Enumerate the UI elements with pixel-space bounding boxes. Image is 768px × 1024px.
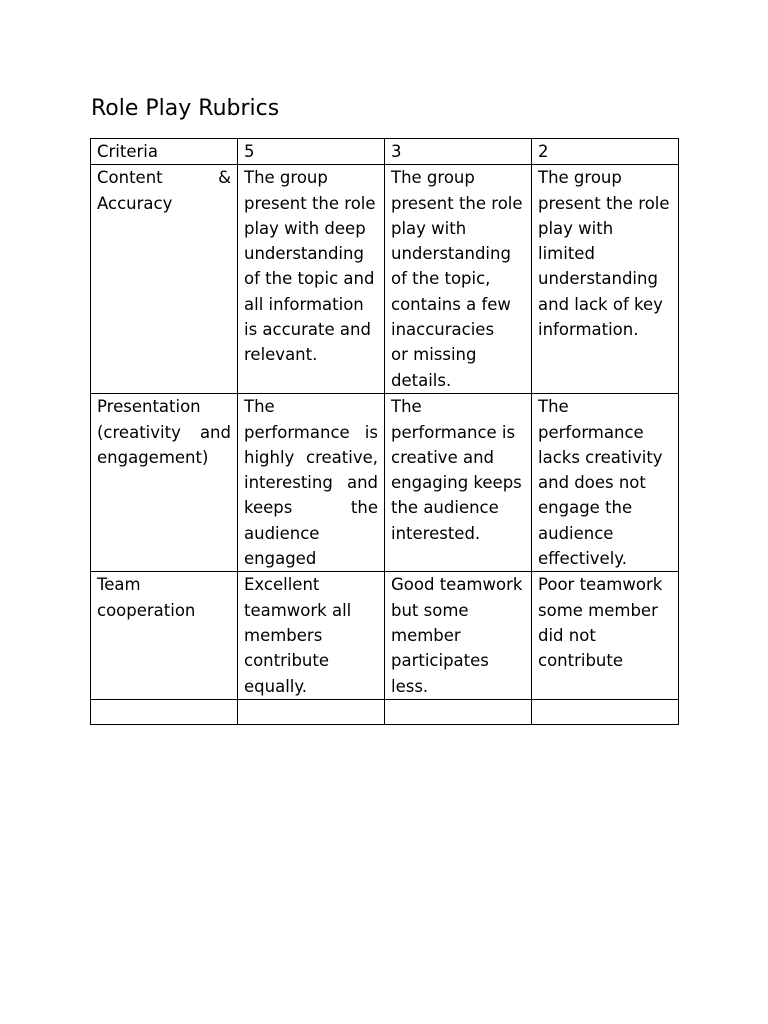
score-2-cell [532, 699, 679, 724]
header-score-2: 2 [532, 139, 679, 165]
criteria-cell [91, 699, 238, 724]
score-5-text: Excellent teamwork all members contribute equally. [244, 575, 352, 696]
score-3-cell [385, 699, 532, 724]
score-3-text: The performance is creative and engaging keeps the audience interested. [391, 397, 522, 543]
table-header-row [91, 139, 679, 165]
document-title: Role Play Rubrics [91, 96, 280, 121]
score-2-cell [532, 572, 679, 699]
criteria-text: Presentation (creativity and engagement) [97, 397, 231, 467]
header-score-3: 3 [385, 139, 532, 165]
score-3-cell [385, 394, 532, 572]
criteria-cell [91, 165, 238, 394]
table-row-presentation [91, 394, 679, 572]
header-score-5: 5 [238, 139, 385, 165]
criteria-text: Team cooperation [97, 575, 196, 620]
score-5-cell [238, 699, 385, 724]
score-5-text: The performance is highly creative, interesting and keeps the audience engaged [244, 397, 378, 569]
criteria-cell [91, 572, 238, 699]
table-row-empty [91, 699, 679, 724]
score-3-cell [385, 572, 532, 699]
criteria-text: Content & Accuracy [97, 168, 231, 213]
score-5-cell [238, 394, 385, 572]
score-5-cell [238, 165, 385, 394]
header-criteria: Criteria [91, 139, 238, 165]
score-2-text: Poor teamwork some member did not contribute [538, 575, 663, 671]
score-5-cell [238, 572, 385, 699]
table-row-team-cooperation [91, 572, 679, 699]
table-row-content-accuracy [91, 165, 679, 394]
score-5-text: The group present the role play with deep understanding of the topic and all information is accurate and relevant. [244, 168, 376, 365]
criteria-cell [91, 394, 238, 572]
score-2-cell [532, 394, 679, 572]
rubric-table [90, 138, 679, 725]
score-3-text: Good teamwork but some member participates less. [391, 575, 523, 696]
score-2-text: The performance lacks creativity and does not engage the audience effectively. [538, 397, 663, 569]
score-2-text: The group present the role play with limited understanding and lack of key information. [538, 168, 670, 340]
score-3-text: The group present the role play with understanding of the topic, contains a few inaccuracies or missing details. [391, 168, 523, 390]
score-3-cell [385, 165, 532, 394]
score-2-cell [532, 165, 679, 394]
